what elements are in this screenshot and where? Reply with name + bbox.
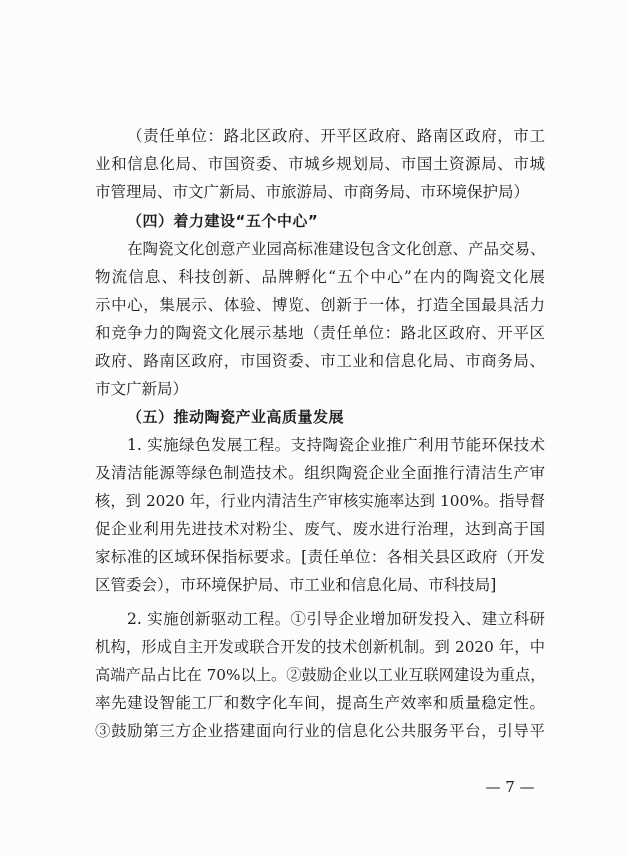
page-number: — 7 —: [485, 778, 535, 796]
paragraph-line: 高端产品占比在 70%以上。②鼓励企业以工业互联网建设为重点，: [95, 666, 546, 684]
paragraph-line: 机构，形成自主开发或联合开发的技术创新机制。到 2020 年，中: [95, 638, 545, 656]
paragraph-line: 率先建设智能工厂和数字化车间，提高生产效率和质量稳定性。: [95, 694, 545, 712]
paragraph-line: ③鼓励第三方企业搭建面向行业的信息化公共服务平台，引导平: [95, 722, 545, 740]
paragraph-line: 示中心，集展示、体验、博览、创新于一体，打造全国最具活力: [95, 296, 545, 314]
section-heading: （五）推动陶瓷产业高质量发展: [127, 408, 345, 426]
responsibility-note-line: 市管理局、市文广新局、市旅游局、市商务局、市环境保护局）: [95, 183, 530, 201]
paragraph-line: 和竞争力的陶瓷文化展示基地（责任单位：路北区政府、开平区: [95, 324, 545, 342]
paragraph-line: 在陶瓷文化创意产业园高标准建设包含文化创意、产品交易、: [127, 240, 546, 258]
paragraph-line: 区管委会），市环境保护局、市工业和信息化局、市科技局]: [95, 576, 497, 594]
paragraph-line: 1. 实施绿色发展工程。支持陶瓷企业推广利用节能环保技术: [127, 436, 545, 454]
responsibility-note-line: （责任单位：路北区政府、开平区政府、路南区政府，市工: [127, 127, 545, 145]
paragraph-line: 促企业利用先进技术对粉尘、废气、废水进行治理，达到高于国: [95, 520, 545, 538]
paragraph-line: 市文广新局）: [95, 380, 189, 398]
section-heading: （四）着力建设“五个中心”: [127, 212, 319, 230]
paragraph-line: 核，到 2020 年，行业内清洁生产审核实施率达到 100%。指导督: [95, 492, 545, 510]
paragraph-line: 2. 实施创新驱动工程。①引导企业增加研发投入、建立科研: [127, 610, 545, 628]
paragraph-line: 物流信息、科技创新、品牌孵化“五个中心”在内的陶瓷文化展: [95, 268, 545, 286]
paragraph-line: 家标准的区域环保指标要求。[责任单位：各相关县区政府（开发: [95, 548, 545, 566]
paragraph-line: 政府、路南区政府，市国资委、市工业和信息化局、市商务局、: [95, 352, 545, 370]
responsibility-note-line: 业和信息化局、市国资委、市城乡规划局、市国土资源局、市城: [95, 155, 545, 173]
paragraph-line: 及清洁能源等绿色制造技术。组织陶瓷企业全面推行清洁生产审: [95, 464, 545, 482]
